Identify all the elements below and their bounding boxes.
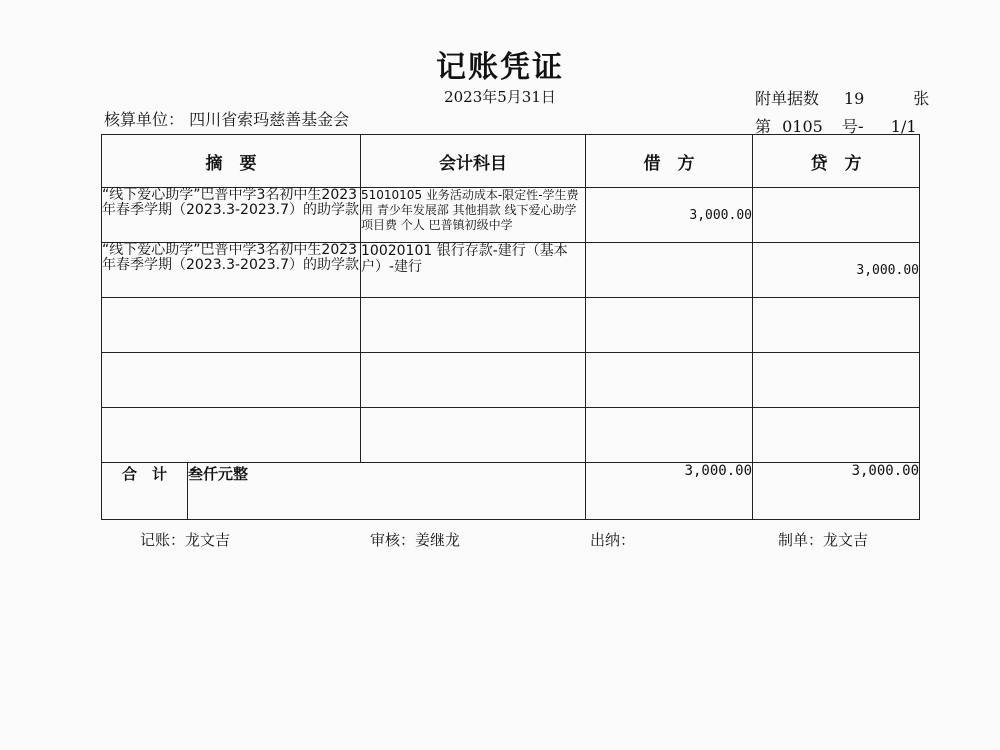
attachment-unit: 张 [913,89,930,108]
accounting-unit [104,107,349,130]
accounting-unit-label: 核算单位： [104,110,185,129]
reviewer [370,529,460,550]
entry-account: 51010105 业务活动成本-限定性-学生费用 青少年发展部 其他捐款 线下爱心助学 项目费 个人 巴普镇初级中学 [361,188,586,243]
entry-debit [586,243,753,298]
entry-account: 10020101 银行存款-建行（基本户）-建行 [361,243,586,298]
header-debit: 借 方 [586,135,753,188]
voucher-title: 记账凭证 [436,50,564,85]
voucher-page: 1/1 [890,117,917,136]
total-row [102,463,920,520]
preparer-name: 龙文吉 [823,531,869,549]
entry-credit [753,188,920,243]
table-header [102,135,920,188]
bookkeeper [140,529,230,550]
empty-row [102,298,920,353]
header-credit: 贷 方 [753,135,920,188]
bookkeeper-name: 龙文吉 [185,531,231,549]
header-summary: 摘 要 [102,135,361,188]
empty-row [102,353,920,408]
voucher-no: 0105 [782,117,823,136]
voucher-mid: 号- [841,117,864,136]
total-label: 合 计 [102,463,188,520]
table-row [102,243,920,298]
reviewer-label: 审核： [370,531,416,549]
cashier [590,529,635,550]
total-credit: 3,000.00 [753,463,920,520]
entry-debit: 3,000.00 [586,188,753,243]
voucher-prefix: 第 [755,117,772,136]
header-account: 会计科目 [361,135,586,188]
reviewer-name: 姜继龙 [415,531,461,549]
total-debit: 3,000.00 [586,463,753,520]
voucher-table [101,134,920,520]
entry-summary: “线下爱心助学”巴普中学3名初中生2023年春季学期（2023.3-2023.7）的助学款 [102,188,361,243]
attachment-count [755,86,929,109]
attachment-label: 附单据数 [755,89,820,108]
accounting-unit-name: 四川省索玛慈善基金会 [189,110,350,129]
preparer [778,529,868,550]
table-row [102,188,920,243]
preparer-label: 制单： [778,531,824,549]
entry-summary: “线下爱心助学”巴普中学3名初中生2023年春季学期（2023.3-2023.7）的助学款 [102,243,361,298]
empty-row [102,408,920,463]
cashier-label: 出纳： [590,531,636,549]
total-amount-words: 叁仟元整 [188,463,586,520]
bookkeeper-label: 记账： [140,531,186,549]
entry-credit: 3,000.00 [753,243,920,298]
attachment-number: 19 [843,89,865,108]
voucher-date: 2023年5月31日 [444,88,556,106]
